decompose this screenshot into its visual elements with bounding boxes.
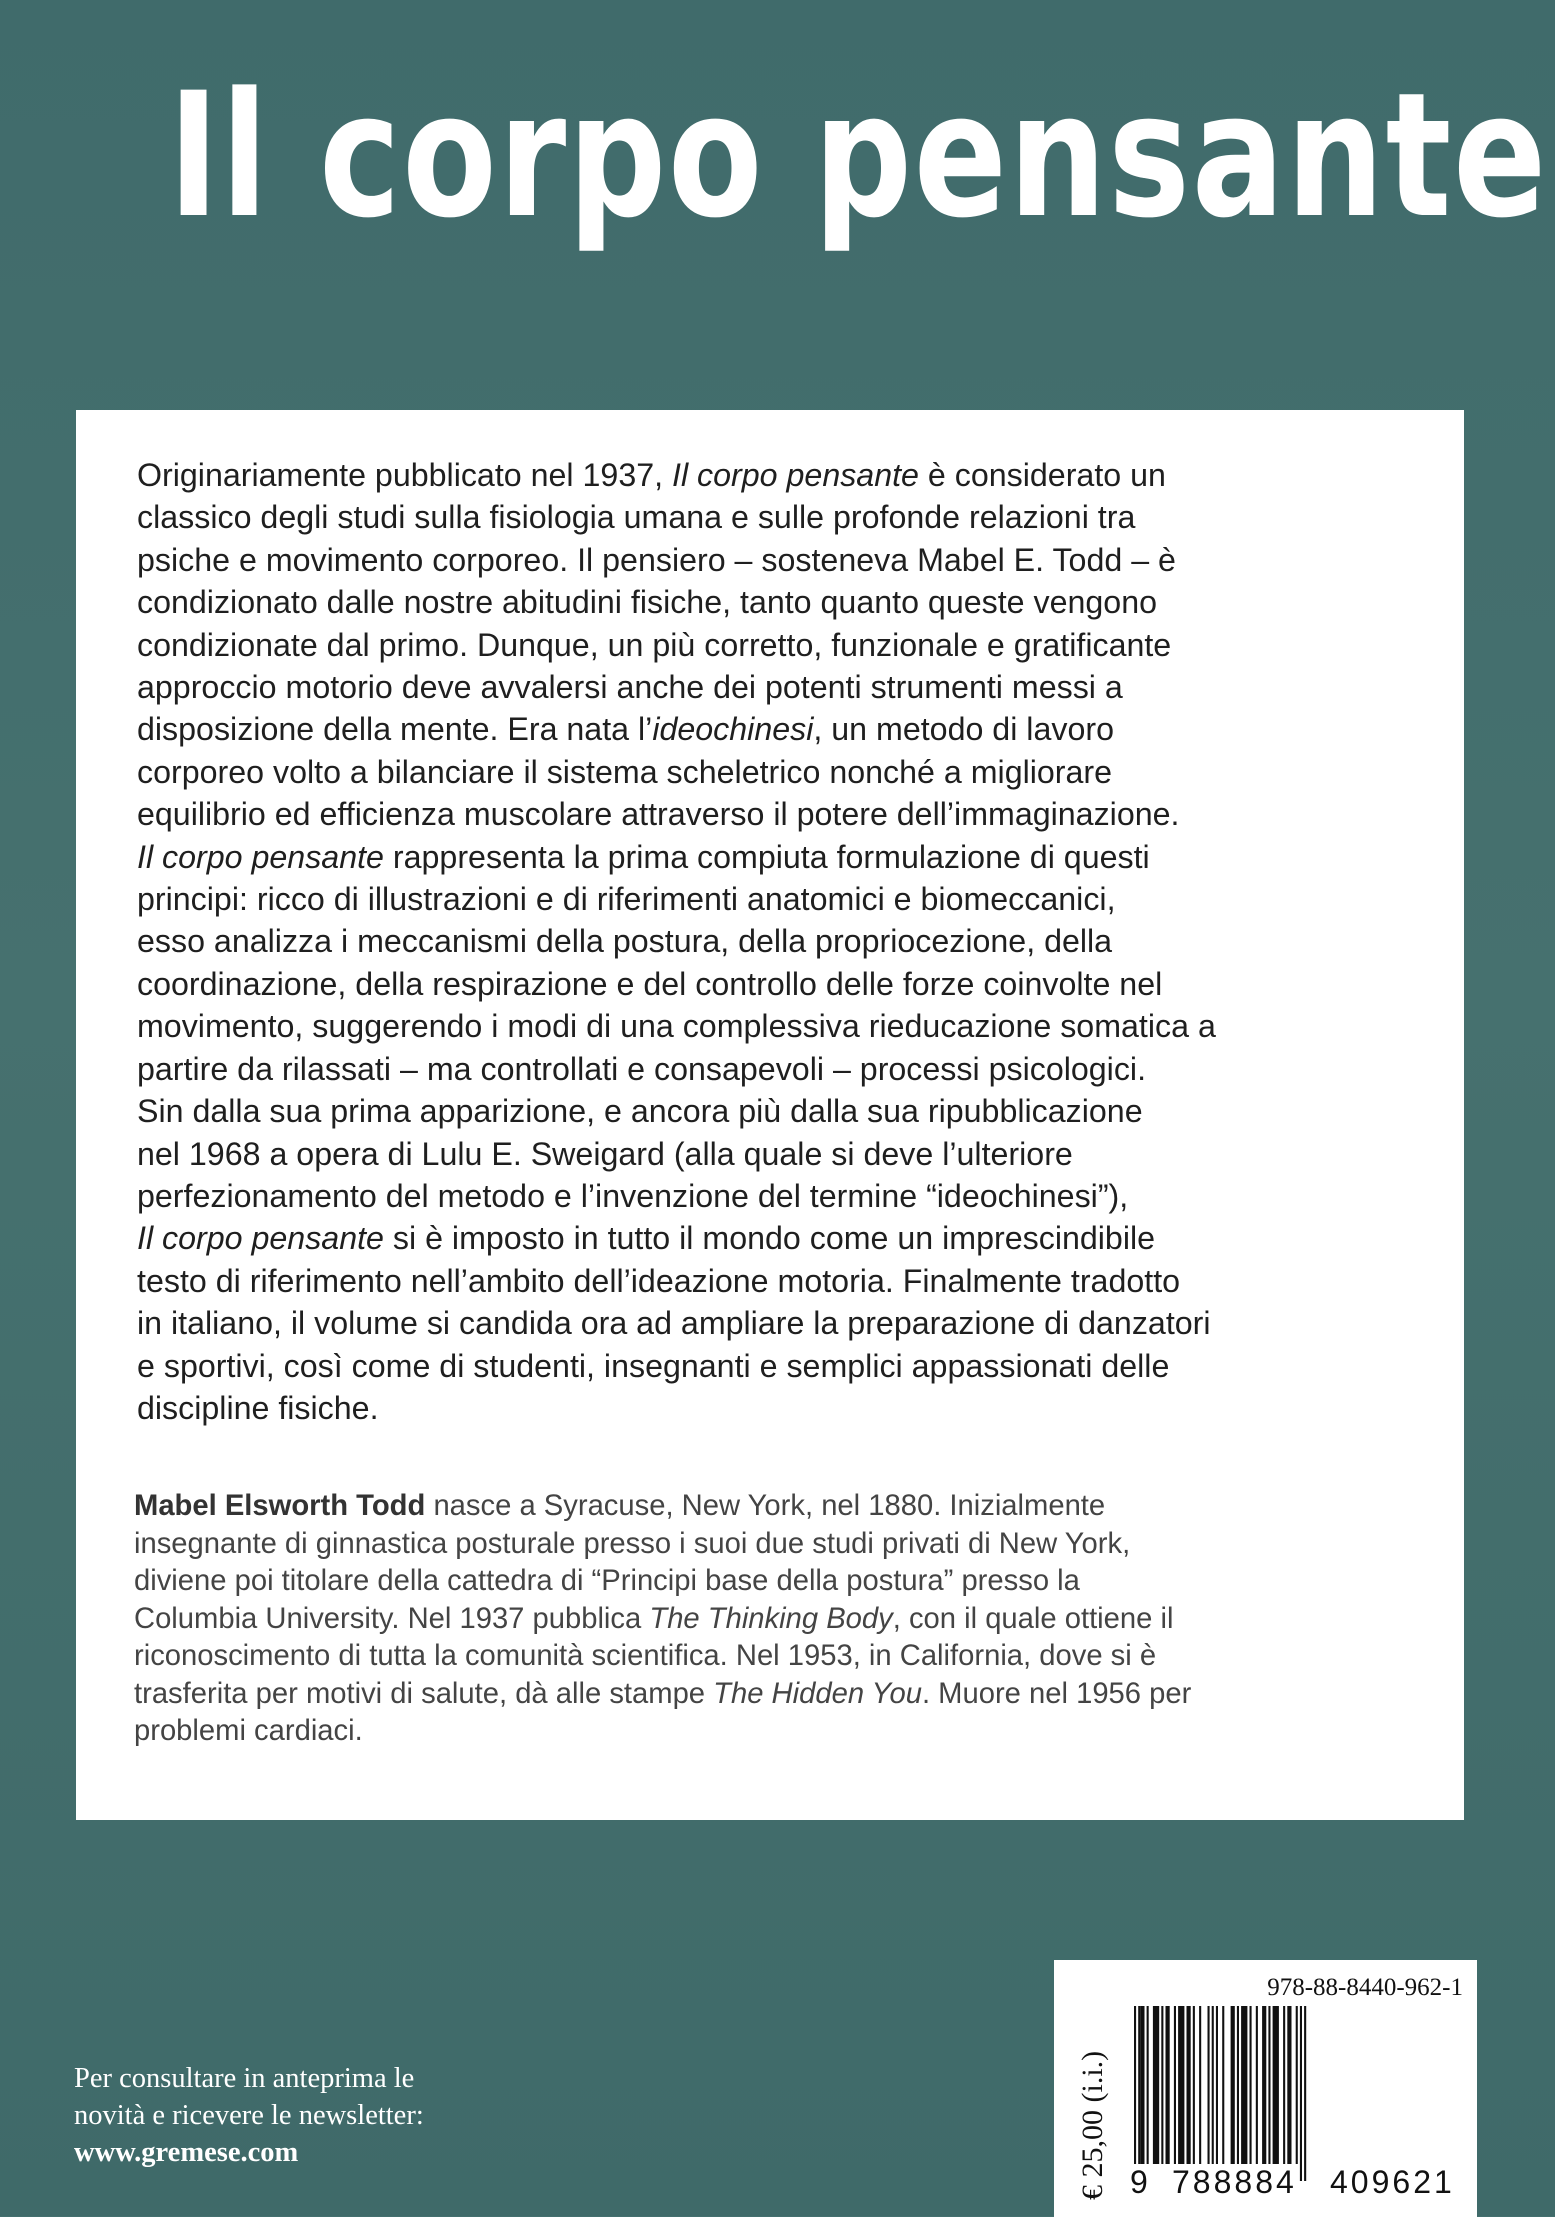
barcode-bar [1199,2006,1201,2164]
barcode-bar [1140,2006,1144,2164]
barcode-bar [1208,2006,1210,2164]
promo-line-1: Per consultare in anteprima le [74,2063,415,2094]
publisher-promo [74,2060,424,2171]
barcode-bar [1193,2006,1195,2164]
barcode-bar [1296,2006,1298,2164]
isbn-text: 978-88-8440-962-1 [1267,1974,1463,2001]
author-bio-paragraph [134,1488,1444,1751]
publisher-url[interactable]: www.gremese.com [74,2137,299,2168]
barcode-digits [1128,2164,1474,2204]
barcode-bar [1250,2006,1252,2164]
barcode-bar [1237,2006,1239,2164]
barcode-bar [1231,2006,1235,2164]
price-text: € 25,00 (i.i.) [1076,2050,1109,2200]
barcode-bar [1134,2006,1136,2181]
barcode-bar [1174,2006,1176,2164]
author-bio [134,1488,1444,1751]
promo-line-2: novità e ricevere le newsletter: [74,2100,424,2131]
barcode-bar [1161,2006,1163,2164]
author-name: Mabel Elsworth Todd [134,1490,426,1522]
barcode-bar [1212,2006,1214,2164]
blurb-paragraph: Originariamente pubblicato nel 1937, Il corpo pensante è considerato un classico degli studi sulla fisiologia umana e sulle profonde relazioni tra psiche e movimento corporeo. Il pensiero – sosteneva Mabel E. Todd – è condizionato dalle nostre abitudini fisiche, tanto quanto queste vengono condizionate dal primo. Dunque, un più corretto, funzionale e gratificante approccio motorio deve avvalersi anche dei potenti strumenti messi a disposizione della mente. Era nata l’ideochinesi, un metodo di lavoro corporeo volto a bilanciare il sistema scheletrico nonché a migliorare equilibrio ed efficienza muscolare attraverso il potere dell’immaginazione. Il corpo pensante rappresenta la prima compiuta formulazione di questi principi: ricco di illustrazioni e di riferimenti anatomici e biomeccanici, esso analizza i meccanismi della postura, della propriocezione, della coordinazione, della respirazione e del controllo delle forze coinvolte nel movimento, suggerendo i modi di una complessiva rieducazione somatica a partire da rilassati – ma controllati e consapevoli – processi psicologici. Sin dalla sua prima apparizione, e ancora più dalla sua ripubblicazione nel 1968 a opera di Lulu E. Sweigard (alla quale si deve l’ulteriore perfezionamento del metodo e l’invenzione del termine “ideochinesi”), Il corpo pensante si è imposto in tutto il mondo come un imprescindibile testo di riferimento nell’ambito dell’ideazione motoria. Finalmente tradotto in italiano, il volume si candida ora ad ampliare la preparazione di danzatori e sportivi, così come di studenti, insegnanti e semplici appassionati delle discipline fisiche. [137,457,1216,1426]
barcode-label [1054,1960,1477,2217]
barcode-bar [1216,2006,1218,2164]
barcode-bar [1241,2006,1247,2164]
barcode-bar [1222,2006,1224,2164]
barcode-bar [1256,2006,1258,2164]
book-title: Il corpo pensante [168,55,1548,256]
barcode-digits-right: 409621 [1330,2164,1455,2200]
barcode-digits-left: 788884 [1172,2164,1297,2200]
author-bio-text: nasce a Syracuse, New York, nel 1880. Inizialmente insegnante di ginnastica posturale presso i suoi due studi privati di New York, diviene poi titolare della cattedra di “Principi base della postura” presso la Columbia University. Nel 1937 pubblica The Thinking Body, con il quale ottiene il riconoscimento di tutta la comunità scientifica. Nel 1953, in California, dove si è trasferita per motivi di salute, dà alle stampe The Hidden You. Muore nel 1956 per problemi cardiaci. [134,1490,1192,1747]
barcode-bar [1268,2006,1270,2164]
barcode-bar [1273,2006,1279,2164]
description-panel [76,410,1464,1820]
barcode-bar [1300,2006,1302,2181]
barcode-bar [1138,2006,1140,2181]
barcode-bar [1304,2006,1306,2181]
barcode-bar [1178,2006,1184,2164]
barcode-bar [1287,2006,1291,2164]
blurb-text [137,454,1437,1429]
barcode-digit-first: 9 [1130,2164,1148,2200]
barcode-bar [1187,2006,1191,2164]
barcode-bar [1153,2006,1159,2164]
barcode-bar [1147,2006,1149,2164]
barcode-image [1134,2006,1470,2181]
barcode-bar [1166,2006,1170,2164]
barcode-bar [1283,2006,1285,2164]
barcode-bar [1262,2006,1266,2164]
